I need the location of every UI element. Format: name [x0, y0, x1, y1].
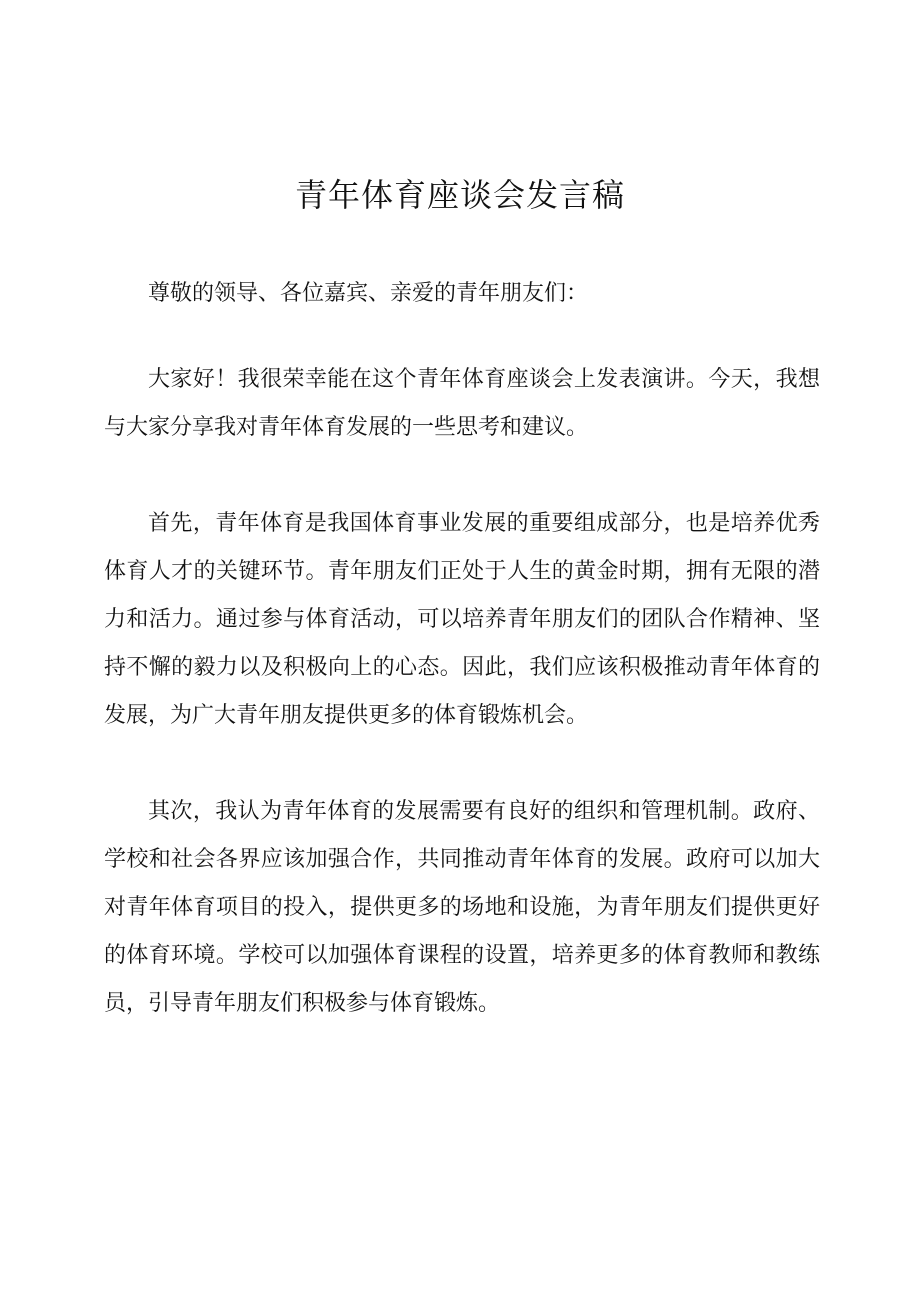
document-body: [104, 270, 820, 1028]
document-title: 青年体育座谈会发言稿: [294, 176, 625, 214]
paragraph-first-point: 首先，青年体育是我国体育事业发展的重要组成部分，也是培养优秀体育人才的关键环节。青年朋友们正处于人生的黄金时期，拥有无限的潜力和活力。通过参与体育活动，可以培养青年朋友们的团队合作精神、坚持不懈的毅力以及积极向上的心态。因此，我们应该积极推动青年体育的发展，为广大青年朋友提供更多的体育锻炼机会。: [104, 511, 820, 728]
salutation: 尊敬的领导、各位嘉宾、亲爱的青年朋友们：: [148, 281, 589, 306]
paragraph-greeting: 大家好！我很荣幸能在这个青年体育座谈会上发表演讲。今天，我想与大家分享我对青年体育发展的一些思考和建议。: [104, 367, 820, 440]
paragraph-second-point: 其次，我认为青年体育的发展需要有良好的组织和管理机制。政府、学校和社会各界应该加强合作，共同推动青年体育的发展。政府可以加大对青年体育项目的投入，提供更多的场地和设施，为青年朋友们提供更好的体育环境。学校可以加强体育课程的设置，培养更多的体育教师和教练员，引导青年朋友们积极参与体育锻炼。: [104, 799, 820, 1016]
